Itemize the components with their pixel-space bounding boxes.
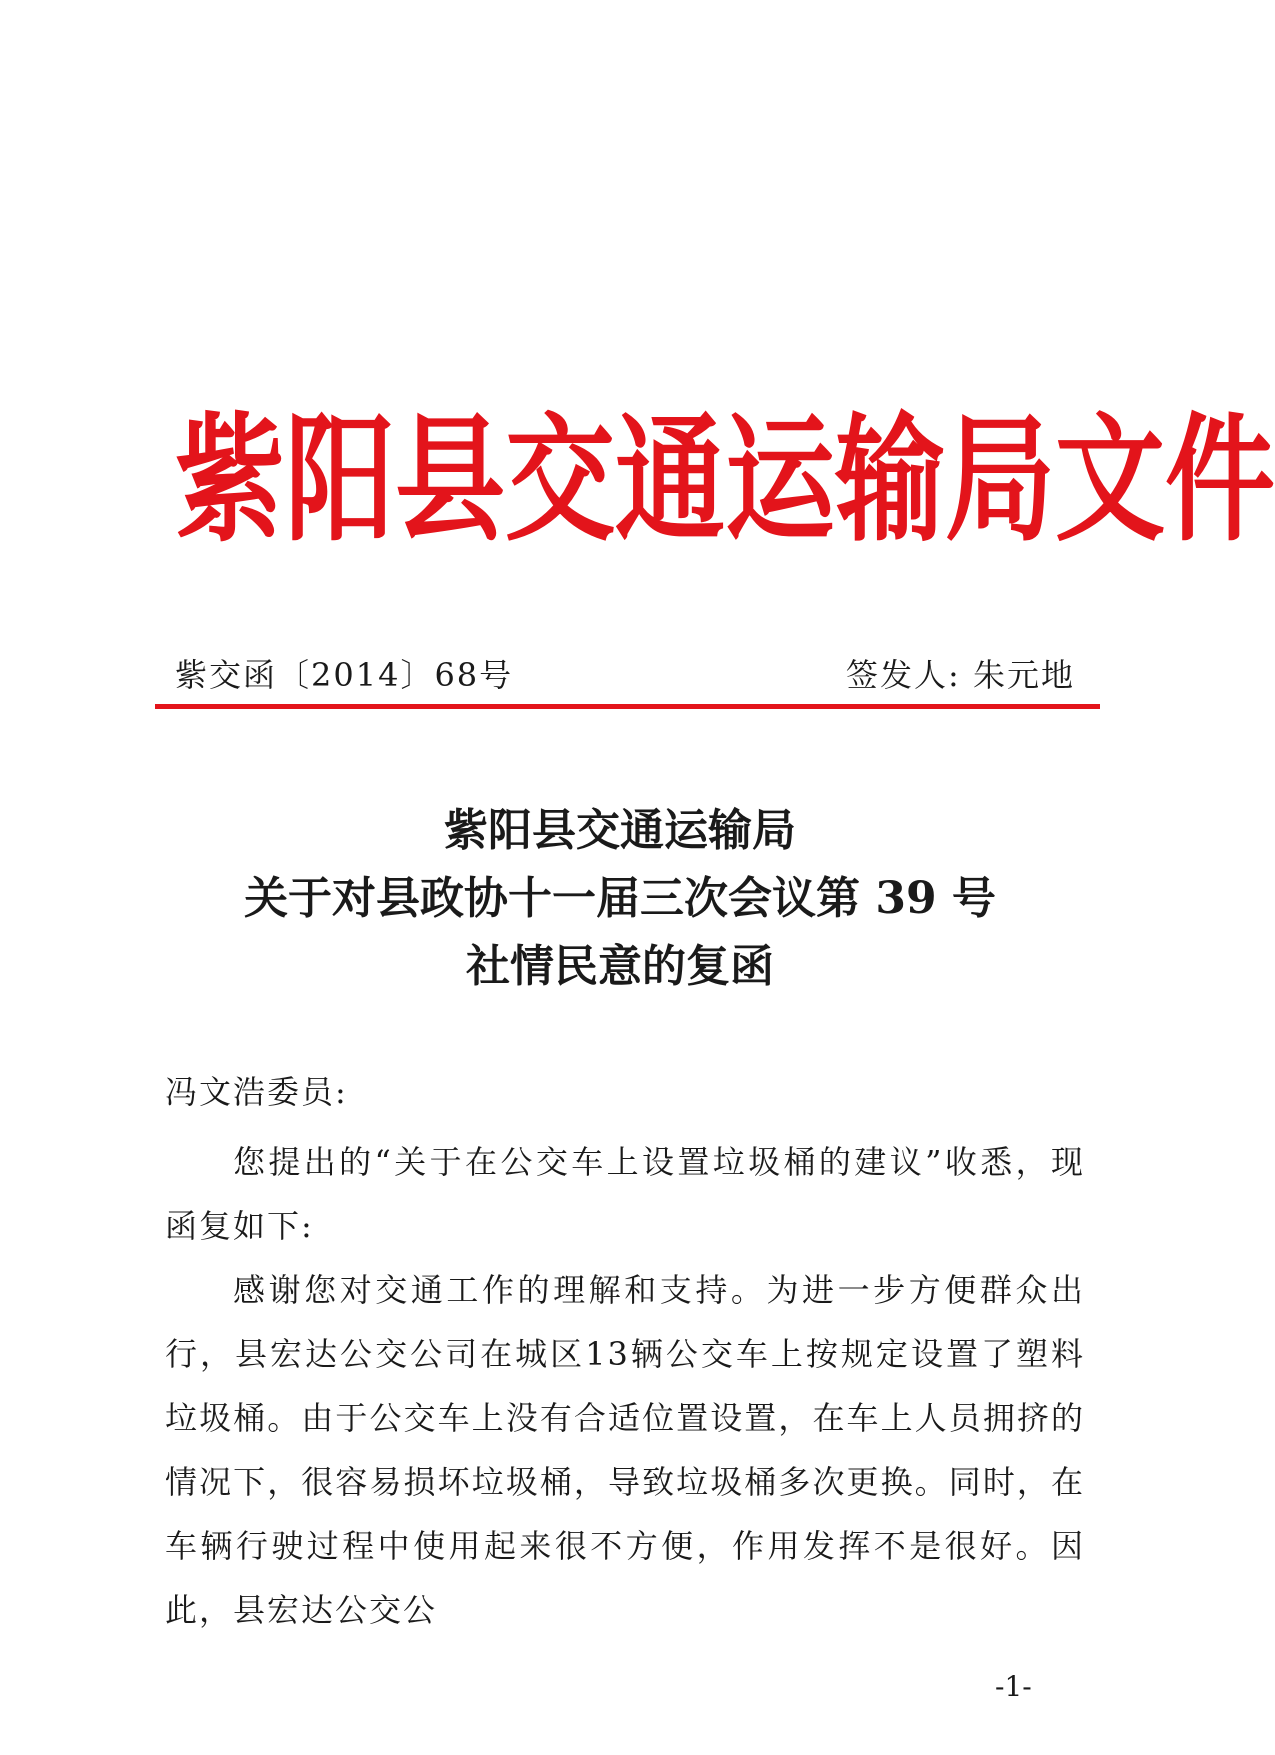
header-char: 县	[395, 400, 505, 560]
red-divider	[155, 704, 1100, 709]
header-char: 运	[725, 400, 835, 560]
signer: 签发人: 朱元地	[846, 656, 1075, 694]
header-char: 通	[615, 400, 725, 560]
title-line: 社情民意的复函	[466, 941, 774, 992]
header-char: 局	[945, 400, 1055, 560]
header-char: 交	[505, 400, 615, 560]
title-line: 关于对县政协十一届三次会议第 39 号	[244, 873, 996, 924]
header-char: 输	[835, 400, 945, 560]
salutation: 冯文浩委员:	[165, 1073, 348, 1111]
header-char: 文	[1055, 400, 1165, 560]
header-char: 件	[1165, 400, 1275, 560]
body-paragraph: 感谢您对交通工作的理解和支持。为进一步方便群众出行，县宏达公交公司在城区13辆公交车上按规定设置了塑料垃圾桶。由于公交车上没有合适位置设置，在车上人员拥挤的情况下，很容易损坏垃圾桶，导致垃圾桶多次更换。同时，在车辆行驶过程中使用起来很不方便，作用发挥不是很好。因此，县宏达公交公	[165, 1271, 1085, 1629]
title-line: 紫阳县交通运输局	[444, 805, 796, 856]
header-char: 阳	[285, 400, 395, 560]
document-header-title	[175, 400, 1275, 560]
header-char: 紫	[175, 400, 285, 560]
document-number: 紫交函〔2014〕68号	[175, 656, 514, 694]
body-text	[165, 1130, 1085, 1642]
body-paragraph: 您提出的“关于在公交车上设置垃圾桶的建议”收悉，现函复如下:	[165, 1143, 1085, 1245]
document-title	[150, 797, 1090, 1001]
page-number: -1-	[995, 1670, 1032, 1703]
document-meta-row	[175, 650, 1075, 702]
